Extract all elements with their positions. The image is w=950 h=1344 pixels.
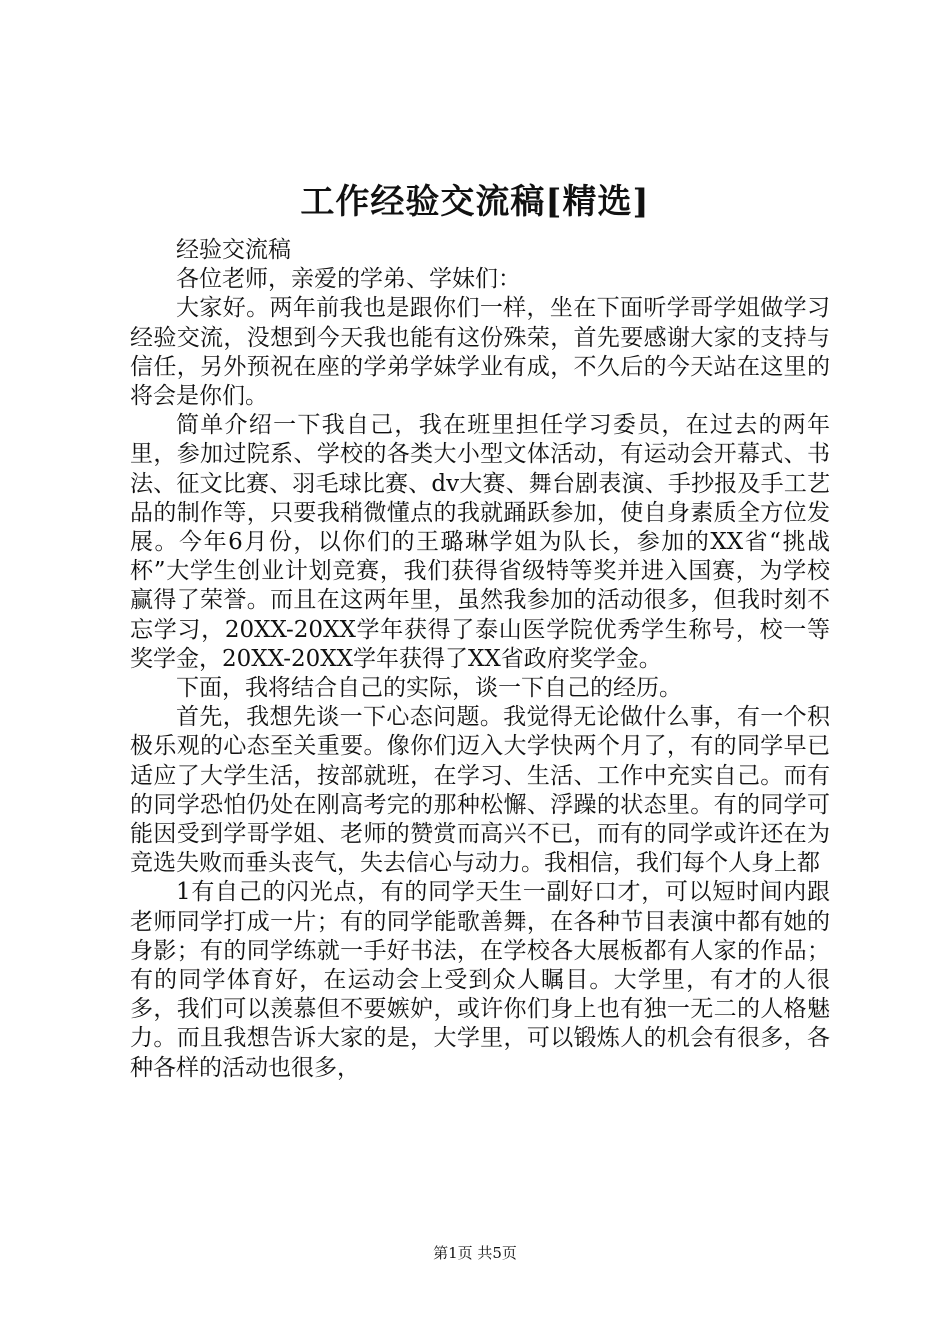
paragraph-salutation: 各位老师，亲爱的学弟、学妹们： [176,266,521,293]
document-body [130,236,830,1083]
page-number-footer: 第1页 共5页 [433,1244,517,1262]
paragraph: 下面，我将结合自己的实际，谈一下自己的经历。 [176,675,682,702]
paragraph: 简单介绍一下我自己，我在班里担任学习委员，在过去的两年里，参加过院系、学校的各类大小型文体活动，有运动会开幕式、书法、征文比赛、羽毛球比赛、dv大赛、舞台剧表演、手抄报及手工艺品的制作等，只要我稍微懂点的我就踊跃参加，使自身素质全方位发展。今年6月份，以你们的王璐琳学姐为队长，参加的XX省“挑战杯”大学生创业计划竞赛，我们获得省级特等奖并进入国赛，为学校赢得了荣誉。而且在这两年里，虽然我参加的活动很多，但我时刻不忘学习，20XX-20XX学年获得了泰山医学院优秀学生称号，校一等奖学金，20XX-20XX学年获得了XX省政府奖学金。 [130,412,830,672]
paragraph: 1有自己的闪光点，有的同学天生一副好口才，可以短时间内跟老师同学打成一片；有的同学能歌善舞，在各种节目表演中都有她的身影；有的同学练就一手好书法，在学校各大展板都有人家的作品；有的同学体育好，在运动会上受到众人瞩目。大学里，有才的人很多，我们可以羡慕但不要嫉妒，或许你们身上也有独一无二的人格魅力。而且我想告诉大家的是，大学里，可以锻炼人的机会有很多，各种各样的活动也很多， [130,879,830,1081]
paragraph: 首先，我想先谈一下心态问题。我觉得无论做什么事，有一个积极乐观的心态至关重要。像你们迈入大学快两个月了，有的同学早已适应了大学生活，按部就班，在学习、生活、工作中充实自己。而有的同学恐怕仍处在刚高考完的那种松懈、浮躁的状态里。有的同学可能因受到学哥学姐、老师的赞赏而高兴不已，而有的同学或许还在为竞选失败而垂头丧气，失去信心与动力。我相信，我们每个人身上都 [130,704,830,877]
paragraph-heading: 经验交流稿 [176,237,291,263]
document-title: 工作经验交流稿[精选] [300,182,650,222]
paragraph: 大家好。两年前我也是跟你们一样，坐在下面听学哥学姐做学习经验交流，没想到今天我也能有这份殊荣，首先要感谢大家的支持与信任，另外预祝在座的学弟学妹学业有成，不久后的今天站在这里的将会是你们。 [130,295,830,410]
